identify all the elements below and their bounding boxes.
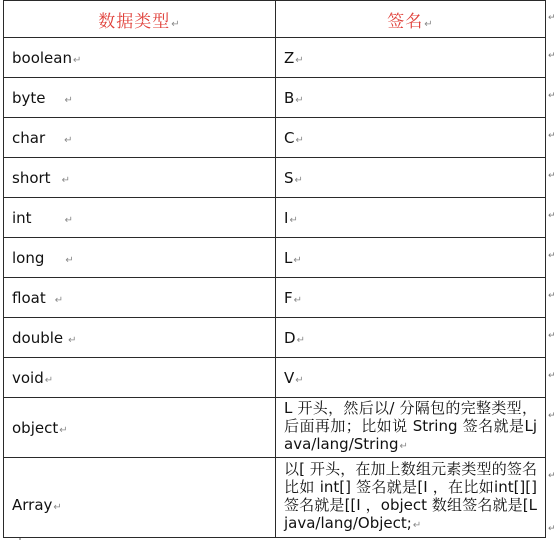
- signature-cell: V↵: [276, 358, 546, 398]
- table-row: [4, 158, 546, 198]
- end-of-row-mark: ↵: [548, 471, 556, 481]
- header-data-type: 数据类型↵: [4, 1, 276, 38]
- table-row: [4, 358, 546, 398]
- table-row: [4, 118, 546, 158]
- signature-cell: B↵: [276, 78, 546, 118]
- end-of-row-mark: ↵: [548, 211, 556, 221]
- end-of-row-mark: ↵: [548, 331, 556, 341]
- signature-cell: S↵: [276, 158, 546, 198]
- table-row: [4, 38, 546, 78]
- type-cell: double ↵: [4, 318, 276, 358]
- type-cell: long ↵: [4, 238, 276, 278]
- end-of-row-mark: ↵: [548, 371, 556, 381]
- table-row: [4, 278, 546, 318]
- type-cell: void↵: [4, 358, 276, 398]
- signature-cell: C↵: [276, 118, 546, 158]
- type-cell: Array↵: [4, 458, 276, 538]
- end-of-row-mark: ↵: [548, 411, 556, 421]
- type-cell: int ↵: [4, 198, 276, 238]
- table-row: [4, 238, 546, 278]
- signature-description: L 开头，然后以/ 分隔包的完整类型，后面再加；比如说 String 签名就是Ljava/lang/String↵: [276, 398, 546, 458]
- end-of-row-mark: ↵: [548, 131, 556, 141]
- table-row: [4, 318, 546, 358]
- header-signature: 签名↵: [276, 1, 546, 38]
- signature-cell: D↵: [276, 318, 546, 358]
- end-of-row-mark: ↵: [548, 524, 556, 534]
- end-of-row-mark: ↵: [548, 13, 556, 23]
- page-corner-mark: [19, 538, 21, 540]
- signature-cell: L↵: [276, 238, 546, 278]
- type-cell: boolean↵: [4, 38, 276, 78]
- end-of-row-mark: ↵: [548, 51, 556, 61]
- table-row-array: [4, 458, 546, 538]
- table-header-row: [4, 1, 546, 38]
- type-cell: char ↵: [4, 118, 276, 158]
- type-cell: object↵: [4, 398, 276, 458]
- table-row: [4, 78, 546, 118]
- end-of-row-mark: ↵: [548, 251, 556, 261]
- type-cell: byte ↵: [4, 78, 276, 118]
- table-row-object: [4, 398, 546, 458]
- signature-table: [3, 0, 546, 538]
- signature-description: 以[ 开头，在加上数组元素类型的签名比如 int[] 签名就是[I ，在比如int[][] 签名就是[[I ，object 数组签名就是[Ljava/lang/Object;↵: [276, 458, 546, 538]
- table-body: [4, 38, 546, 538]
- table-row: [4, 198, 546, 238]
- signature-cell: F↵: [276, 278, 546, 318]
- signature-cell: Z↵: [276, 38, 546, 78]
- type-cell: float ↵: [4, 278, 276, 318]
- end-of-row-mark: ↵: [548, 171, 556, 181]
- signature-cell: I↵: [276, 198, 546, 238]
- end-of-row-mark: ↵: [548, 291, 556, 301]
- type-cell: short ↵: [4, 158, 276, 198]
- end-of-row-mark: ↵: [548, 91, 556, 101]
